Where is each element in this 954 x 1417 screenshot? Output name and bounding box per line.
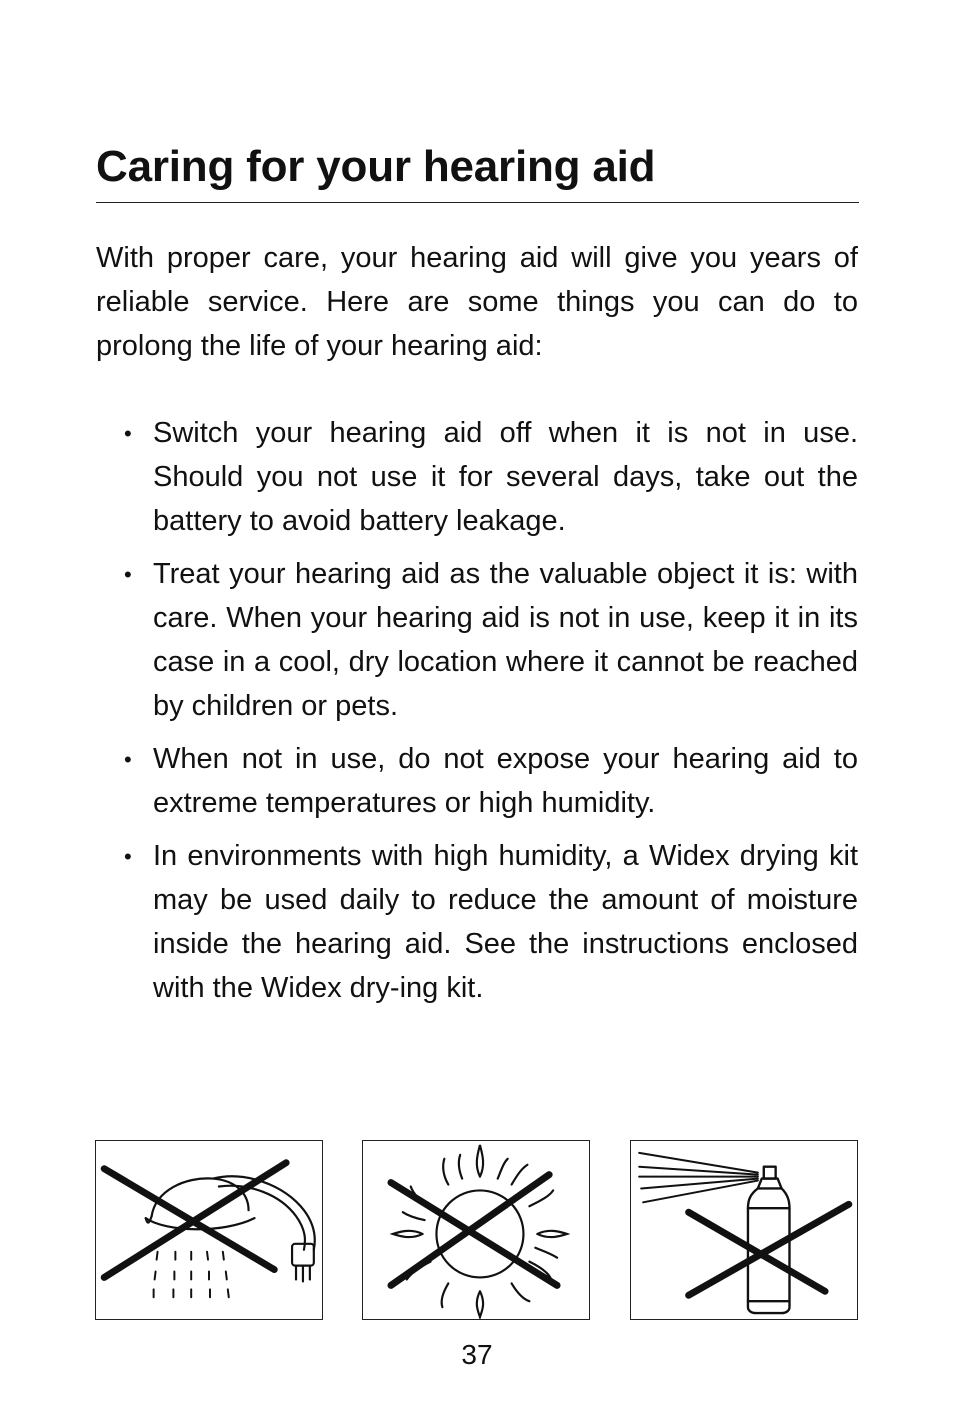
no-sun-icon (363, 1141, 589, 1319)
list-item (96, 552, 858, 728)
no-shower-icon (96, 1141, 322, 1319)
bullet-marker: • (124, 747, 132, 772)
title-divider (96, 202, 859, 203)
no-spray-icon (631, 1141, 857, 1319)
list-item-text: Switch your hearing aid off when it is not in use. Should you not use it for several days, take out the battery to avoid battery leakage. (153, 417, 858, 537)
care-tips-list (96, 411, 858, 1019)
page-title: Caring for your hearing aid (96, 142, 656, 191)
list-item-text: Treat your hearing aid as the valuable object it is: with care. When your hearing aid is not in use, keep it in its case in a cool, dry location where it cannot be reached by children or pets. (153, 558, 858, 722)
list-item-text: When not in use, do not expose your hearing aid to extreme temperatures or high humidity. (153, 743, 858, 819)
page-number: 37 (461, 1339, 493, 1370)
list-item (96, 834, 858, 1010)
bullet-marker: • (124, 562, 132, 587)
no-sun-panel (362, 1140, 590, 1320)
no-spray-panel (630, 1140, 858, 1320)
bullet-marker: • (124, 421, 132, 446)
list-item (96, 411, 858, 543)
intro-paragraph: With proper care, your hearing aid will give you years of reliable service. Here are some things you can do to prolong the life of your hearing aid: (96, 242, 858, 362)
no-shower-panel (95, 1140, 323, 1320)
list-item (96, 737, 858, 825)
bullet-marker: • (124, 844, 132, 869)
list-item-text: In environments with high humidity, a Widex drying kit may be used daily to reduce the amount of moisture inside the hearing aid. See the instructions enclosed with the Widex dry-ing kit. (153, 840, 858, 1004)
